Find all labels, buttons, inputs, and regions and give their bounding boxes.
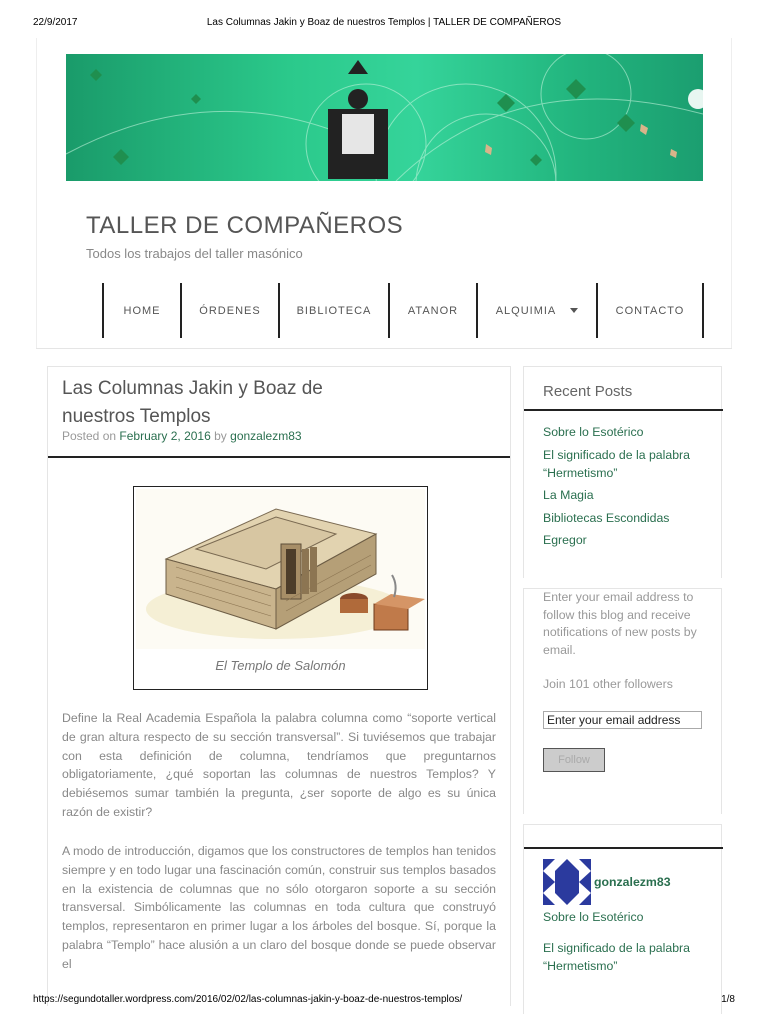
banner-artwork [66, 54, 703, 181]
site-description: Todos los trabajos del taller masónico [86, 246, 303, 261]
author-name-link[interactable]: gonzalezm83 [594, 875, 671, 889]
header-banner-image[interactable] [66, 54, 703, 181]
print-page-number: 1/8 [721, 994, 735, 1005]
caret-down-icon [570, 308, 578, 313]
recent-posts-title: Recent Posts [543, 383, 633, 400]
follow-description: Enter your email address to follow this blog and receive notifications of new posts by email. [543, 590, 697, 657]
nav-item-contacto[interactable] [596, 283, 704, 338]
nav-label: ATANOR [407, 304, 459, 317]
nav-item-biblioteca[interactable] [278, 283, 388, 338]
nav-label: BIBLIOTECA [296, 304, 372, 317]
post-article [47, 366, 511, 1006]
post-figure [133, 486, 428, 690]
header-divider [36, 348, 732, 349]
recent-posts-widget [523, 366, 722, 578]
author-post-link[interactable]: Sobre lo Esotérico [543, 910, 644, 924]
widget-divider [524, 409, 723, 411]
print-doc-title: Las Columnas Jakin y Boaz de nuestros Templos | TALLER DE COMPAÑEROS [206, 17, 562, 28]
figure-caption: El Templo de Salomón [215, 658, 346, 673]
temple-image[interactable] [136, 489, 425, 649]
post-meta-by: by [214, 429, 227, 443]
nav-item-atanor[interactable] [388, 283, 476, 338]
recent-post-link[interactable]: Egregor [543, 533, 587, 547]
author-posts-list [543, 908, 713, 988]
post-title-divider [48, 456, 511, 458]
avatar[interactable] [543, 859, 591, 905]
identicon-icon [543, 859, 591, 905]
nav-label: ALQUIMIA [495, 304, 557, 317]
author-post-link[interactable]: El significado de la palabra “Hermetismo” [543, 941, 690, 973]
nav-item-ordenes[interactable] [180, 283, 278, 338]
post-meta [62, 429, 302, 443]
recent-post-link[interactable]: Bibliotecas Escondidas [543, 510, 670, 525]
recent-post-link[interactable]: Sobre lo Esotérico [543, 425, 644, 439]
follow-button[interactable]: Follow [543, 748, 605, 772]
nav-label: ÓRDENES [199, 304, 261, 317]
nav-label: HOME [123, 304, 161, 317]
print-url: https://segundotaller.wordpress.com/2016/02/02/las-columnas-jakin-y-boaz-de-nuestros-templos/ [33, 994, 463, 1005]
recent-post-link[interactable]: La Magia [543, 488, 594, 502]
print-header [0, 17, 768, 31]
nav-item-alquimia[interactable] [476, 283, 596, 338]
site-title[interactable]: TALLER DE COMPAÑEROS [86, 212, 404, 239]
email-input[interactable] [543, 711, 702, 729]
main-navigation [102, 283, 704, 338]
post-title: Las Columnas Jakin y Boaz de nuestros Templos [62, 378, 323, 427]
recent-post-link[interactable]: El significado de la palabra “Hermetismo” [543, 447, 690, 480]
recent-posts-list [543, 423, 713, 554]
post-author-link[interactable]: gonzalezm83 [230, 429, 302, 443]
post-paragraph-2: A modo de introducción, digamos que los constructores de templos han tenidos siempre y en todo lugar una fascinación común, construir sus templos basados en la existencia de columnas que no sólo otorgaron soporte a su sección transversal. Simbólicamente las columnas en toda cultura que construyó templos, representaron en primer lugar a los árboles del bosque. Sí, porque la palabra “Templo” hace alusión a un claro del bosque donde se puede observar el [62, 844, 496, 971]
author-widget [523, 824, 722, 1014]
post-paragraph-1: Define la Real Academia Española la palabra columna como “soporte vertical de gran altura respecto de su sección transversal”. Si tuviésemos que trabajar con esta definición de columna, tendríamos que preguntarnos obligatoriamente, ¿qué soportan las columnas de nuestros Templos? Y debiésemos sumar también la pregunta, ¿ser soporte de algo es su única razón de existir? [62, 711, 496, 819]
temple-illustration [136, 489, 425, 649]
follow-blog-widget [523, 588, 722, 814]
widget-divider [524, 847, 723, 849]
nav-item-home[interactable] [102, 283, 180, 338]
nav-label: CONTACTO [615, 304, 685, 317]
post-date-link[interactable]: February 2, 2016 [119, 429, 211, 443]
print-footer [0, 994, 768, 1008]
print-date: 22/9/2017 [33, 17, 78, 28]
followers-count: Join 101 other followers [543, 677, 673, 691]
post-meta-prefix: Posted on [62, 429, 117, 443]
